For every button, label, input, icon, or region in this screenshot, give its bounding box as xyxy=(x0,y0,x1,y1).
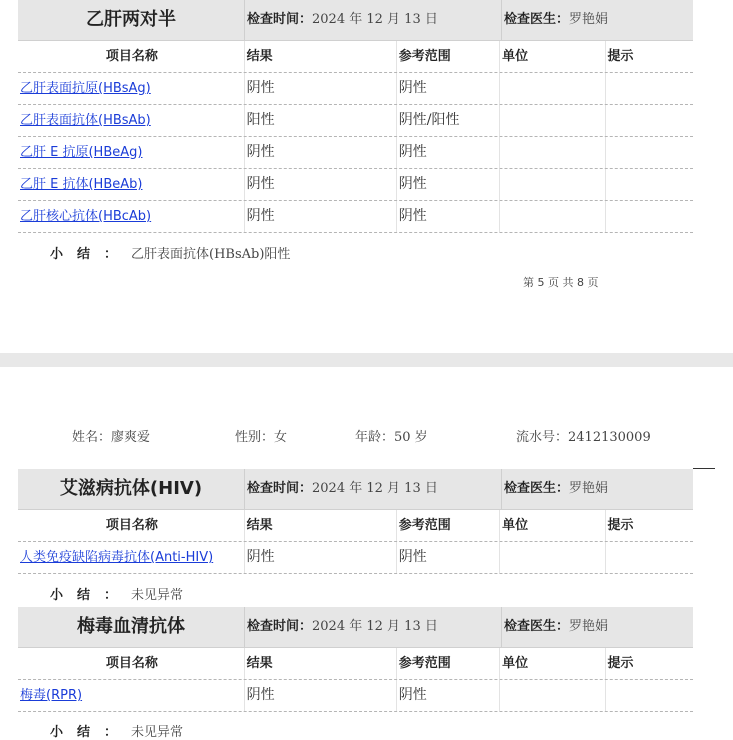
section-title: 梅毒血清抗体 xyxy=(18,607,245,647)
table-row: 乙肝 E 抗原(HBeAg) 阴性 阴性 xyxy=(18,137,693,169)
patient-sex: 性别：女 xyxy=(235,430,288,445)
section-header xyxy=(18,469,693,510)
item-link-hbsab[interactable]: 乙肝表面抗体(HBsAb) xyxy=(20,113,151,128)
syphilis-section xyxy=(18,607,693,712)
table-row: 乙肝表面抗原(HBsAg) 阴性 阴性 xyxy=(18,73,693,105)
summary: 小结：未见异常 xyxy=(50,588,184,603)
exam-time: 检查时间：2024 年 12 月 13 日 xyxy=(245,607,502,647)
hiv-section xyxy=(18,469,693,574)
table-row: 乙肝核心抗体(HBcAb) 阴性 阴性 xyxy=(18,201,693,233)
summary: 小结：乙肝表面抗体(HBsAb)阳性 xyxy=(50,247,291,262)
item-link-hbeag[interactable]: 乙肝 E 抗原(HBeAg) xyxy=(20,145,143,160)
item-link-hbcab[interactable]: 乙肝核心抗体(HBcAb) xyxy=(20,209,152,224)
table-row: 梅毒(RPR) 阴性 阴性 xyxy=(18,680,693,712)
item-link-rpr[interactable]: 梅毒(RPR) xyxy=(20,688,83,703)
page-indicator: 第 5 页 共 8 页 xyxy=(523,276,599,289)
patient-age: 年龄：50 岁 xyxy=(355,430,428,445)
page-break xyxy=(0,353,733,367)
divider xyxy=(693,468,715,469)
exam-time: 检查时间：2024 年 12 月 13 日 xyxy=(245,0,502,40)
exam-doctor: 检查医生：罗艳娟 xyxy=(504,619,609,634)
item-link-anti-hiv[interactable]: 人类免疫缺陷病毒抗体(Anti-HIV) xyxy=(20,550,214,565)
section-title: 乙肝两对半 xyxy=(18,0,245,40)
exam-doctor: 检查医生：罗艳娟 xyxy=(504,481,609,496)
summary: 小结：未见异常 xyxy=(50,725,184,740)
table-header-row: 项目名称 结果 参考范围 单位 提示 xyxy=(18,41,693,73)
table-header-row: 项目名称 结果 参考范围 单位 提示 xyxy=(18,648,693,680)
table-row: 乙肝 E 抗体(HBeAb) 阴性 阴性 xyxy=(18,169,693,201)
exam-time: 检查时间：2024 年 12 月 13 日 xyxy=(245,469,502,509)
serial-number: 流水号：2412130009 xyxy=(516,430,651,445)
table-row: 乙肝表面抗体(HBsAb) 阳性 阴性/阳性 xyxy=(18,105,693,137)
patient-name: 姓名：廖爽爱 xyxy=(72,430,151,445)
section-title: 艾滋病抗体(HIV) xyxy=(18,469,245,509)
section-header xyxy=(18,607,693,648)
item-link-hbeab[interactable]: 乙肝 E 抗体(HBeAb) xyxy=(20,177,143,192)
section-header xyxy=(18,0,693,41)
table-header-row: 项目名称 结果 参考范围 单位 提示 xyxy=(18,510,693,542)
table-row: 人类免疫缺陷病毒抗体(Anti-HIV) 阴性 阴性 xyxy=(18,542,693,574)
item-link-hbsag[interactable]: 乙肝表面抗原(HBsAg) xyxy=(20,81,151,96)
hbv-section xyxy=(18,0,693,233)
exam-doctor: 检查医生：罗艳娟 xyxy=(504,12,609,27)
